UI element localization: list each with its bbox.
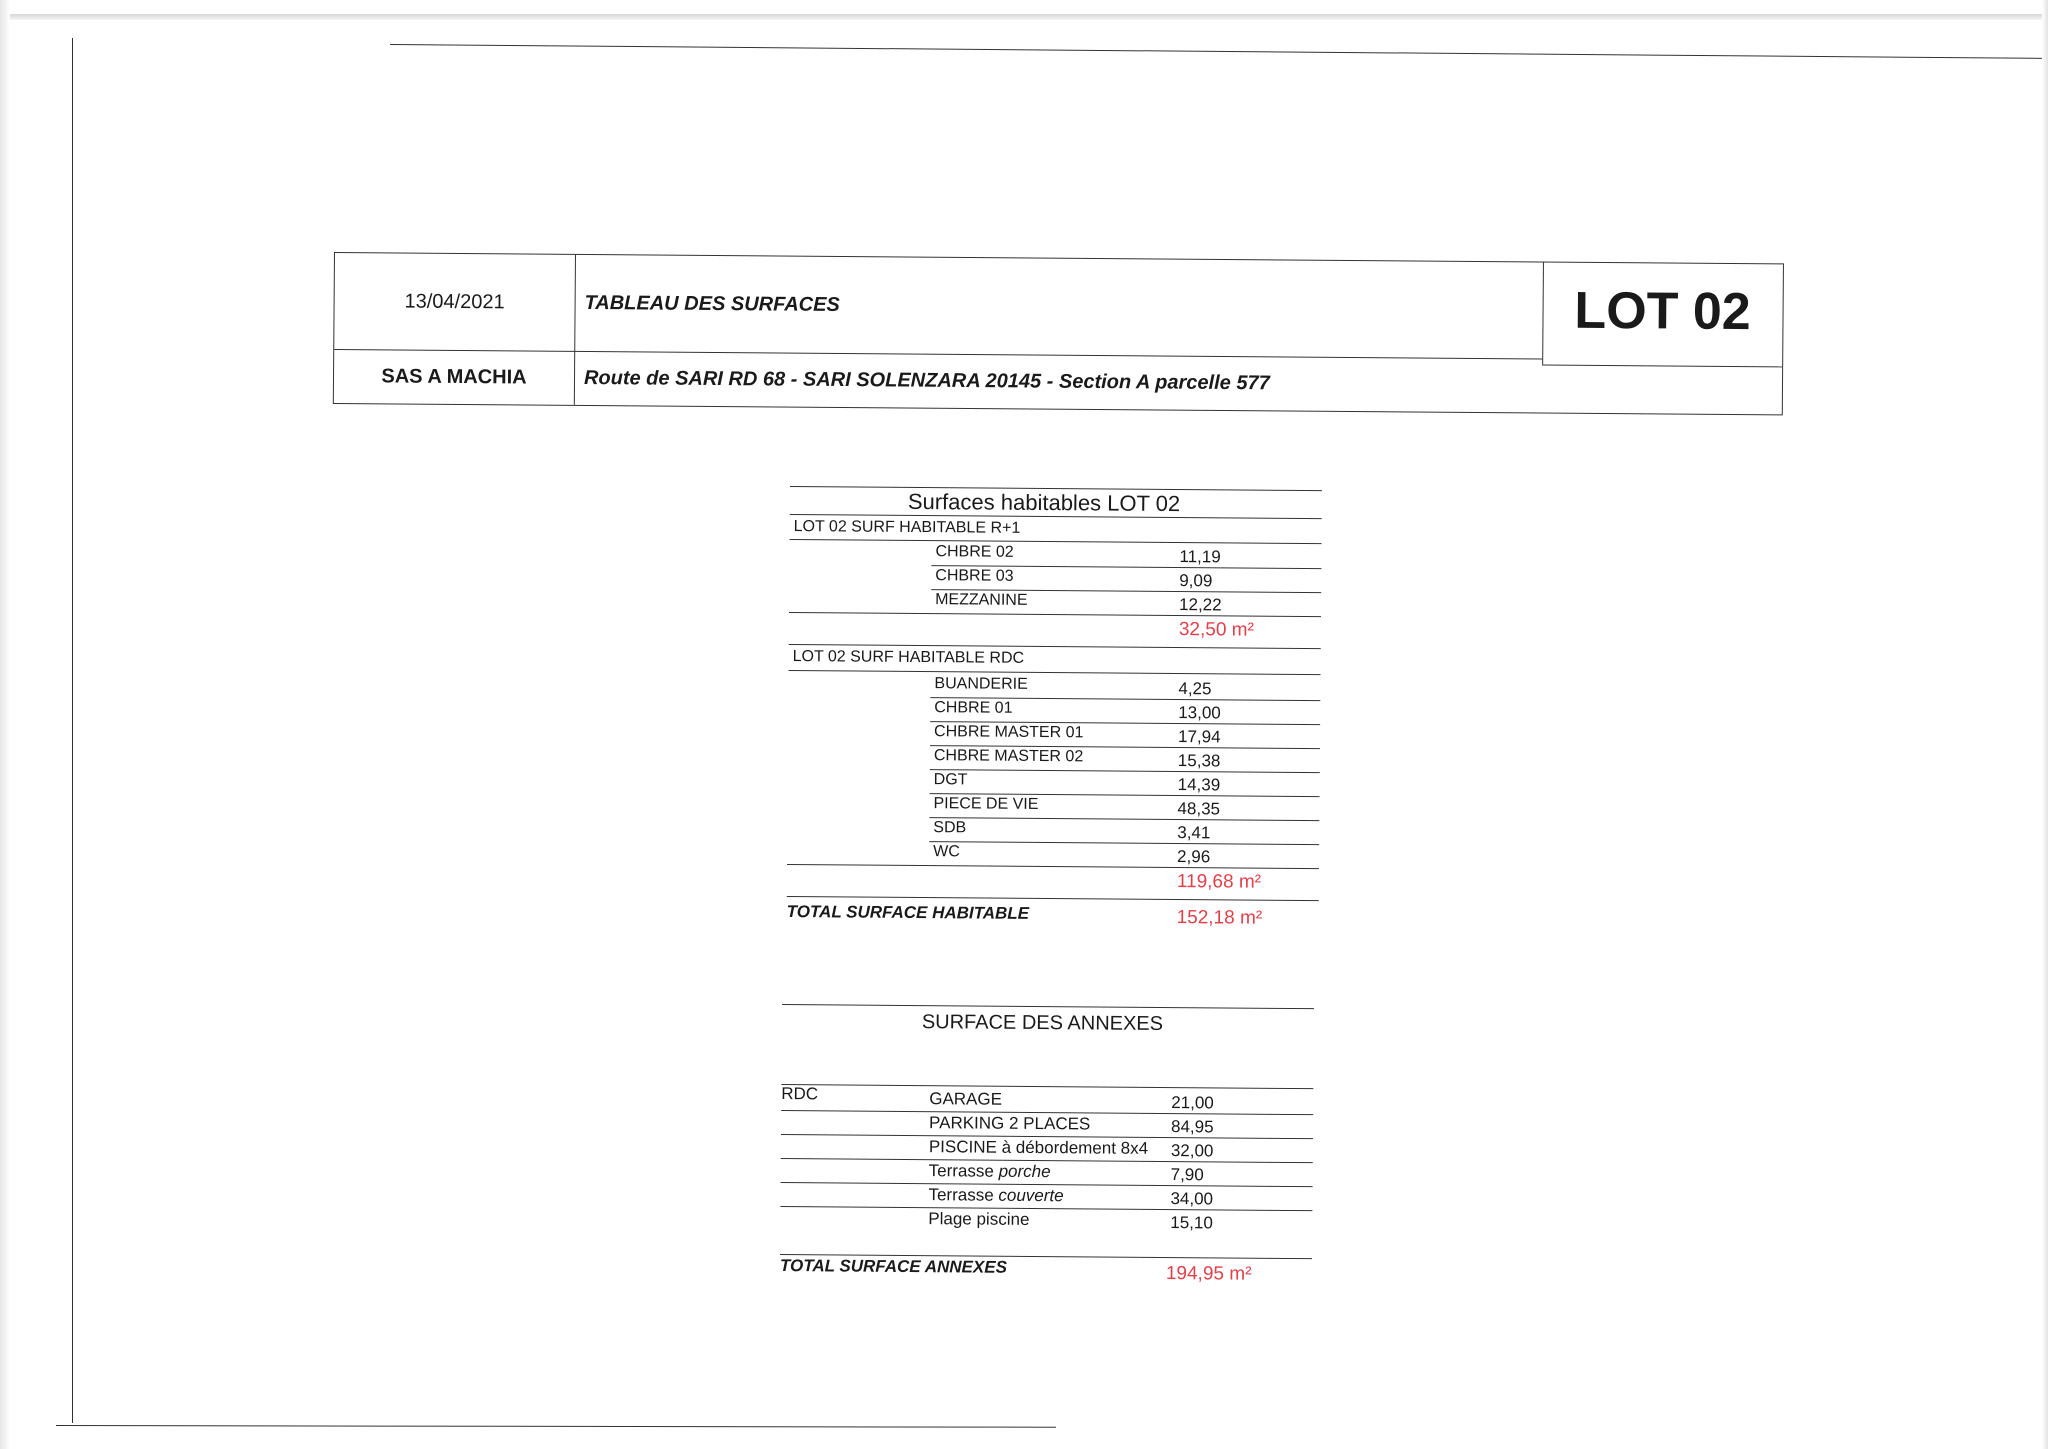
total-annexes-value: 194,95 m² — [1165, 1263, 1252, 1285]
room-area: 2,96 — [1177, 847, 1211, 867]
scan-edge-left — [0, 0, 10, 1449]
total-habitable-label: TOTAL SURFACE HABITABLE — [786, 901, 1030, 923]
room-area: 15,38 — [1177, 751, 1221, 771]
annex-name-italic: couverte — [998, 1185, 1064, 1206]
room-area: 12,22 — [1179, 595, 1222, 615]
scan-edge-right — [2042, 0, 2048, 1449]
annex-name: Plage piscine — [928, 1209, 1030, 1229]
table-rule — [790, 539, 1322, 544]
page-frame-bottom — [56, 1425, 1056, 1428]
room-area: 13,00 — [1178, 703, 1221, 723]
table-rule — [782, 1004, 1314, 1009]
room-name: WC — [933, 843, 960, 861]
annex-name: GARAGE — [929, 1089, 1003, 1109]
annex-name: PISCINE à débordement 8x4 — [928, 1137, 1149, 1158]
room-area: 9,09 — [1179, 571, 1213, 591]
annex-area: 7,90 — [1170, 1165, 1204, 1185]
r1-section-label: LOT 02 SURF HABITABLE R+1 — [793, 518, 1021, 537]
annex-area: 84,95 — [1170, 1117, 1214, 1137]
company-name: SAS A MACHIA — [381, 364, 527, 389]
room-area: 17,94 — [1177, 727, 1221, 747]
room-area: 4,25 — [1178, 679, 1212, 699]
annexes-title: SURFACE DES ANNEXES — [921, 1011, 1164, 1035]
annex-name — [929, 1161, 1051, 1182]
annex-area: 34,00 — [1170, 1189, 1214, 1209]
table-rule — [930, 769, 1320, 773]
room-name: CHBRE 01 — [934, 699, 1013, 717]
table-rule — [787, 864, 1319, 869]
header-divider — [1542, 364, 1782, 367]
table-rule — [780, 1206, 1312, 1211]
document-header — [333, 252, 1784, 415]
room-name: SDB — [933, 819, 967, 837]
total-annexes-label: TOTAL SURFACE ANNEXES — [779, 1255, 1008, 1277]
table-rule — [789, 612, 1321, 617]
annex-name-plain: Terrasse — [928, 1161, 999, 1181]
annex-area: 15,10 — [1170, 1213, 1213, 1233]
annex-name-italic: porche — [998, 1161, 1051, 1182]
document-date: 13/04/2021 — [404, 290, 505, 313]
lot-label: LOT 02 — [1574, 281, 1751, 342]
table-rule — [787, 896, 1319, 901]
table-rule — [929, 817, 1319, 821]
total-habitable-value: 152,18 m² — [1176, 907, 1263, 929]
r1-subtotal: 32,50 m² — [1178, 619, 1254, 641]
room-name: CHBRE MASTER 01 — [934, 723, 1084, 742]
room-name: CHBRE 02 — [935, 543, 1014, 561]
page-frame-left — [72, 38, 73, 1423]
habitable-table — [786, 486, 1322, 950]
room-name: CHBRE MASTER 02 — [933, 747, 1084, 766]
room-name: BUANDERIE — [934, 675, 1028, 693]
rdc-section-label: LOT 02 SURF HABITABLE RDC — [792, 648, 1025, 667]
room-area: 3,41 — [1177, 823, 1211, 843]
annexes-level: RDC — [781, 1083, 819, 1104]
room-name: MEZZANINE — [935, 591, 1028, 609]
annexes-table — [780, 1004, 1314, 1288]
room-name: CHBRE 03 — [935, 567, 1014, 585]
room-area: 11,19 — [1179, 547, 1221, 567]
room-name: PIECE DE VIE — [933, 795, 1039, 813]
annex-name-plain: Terrasse — [928, 1185, 999, 1205]
annex-name: PARKING 2 PLACES — [928, 1113, 1091, 1134]
room-area: 14,39 — [1177, 775, 1221, 795]
table-rule — [781, 1084, 1313, 1089]
scan-edge-top — [0, 14, 2048, 20]
table-rule — [789, 670, 1321, 675]
document-title: TABLEAU DES SURFACES — [584, 291, 840, 316]
property-address: Route de SARI RD 68 - SARI SOLENZARA 20145 - Section A parcelle 577 — [583, 366, 1270, 394]
room-name: DGT — [933, 771, 968, 789]
annex-area: 21,00 — [1171, 1093, 1214, 1113]
habitable-title: Surfaces habitables LOT 02 — [907, 488, 1181, 517]
annex-area: 32,00 — [1170, 1141, 1214, 1161]
room-area: 48,35 — [1177, 799, 1221, 819]
rdc-subtotal: 119,68 m² — [1176, 871, 1262, 893]
annex-name — [928, 1185, 1063, 1206]
page-frame-top — [390, 44, 2042, 59]
table-rule — [929, 841, 1319, 845]
